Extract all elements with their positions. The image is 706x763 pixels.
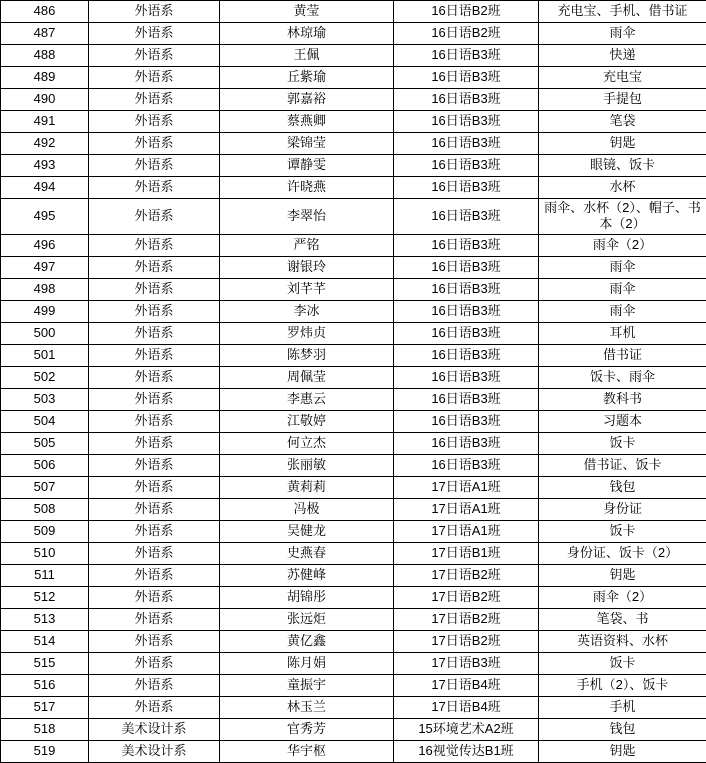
cell-items: 饭卡 <box>539 520 706 542</box>
cell-class: 17日语B3班 <box>394 652 539 674</box>
cell-id: 514 <box>1 630 89 652</box>
cell-id: 499 <box>1 300 89 322</box>
cell-items: 借书证 <box>539 344 706 366</box>
cell-id: 512 <box>1 586 89 608</box>
cell-department: 外语系 <box>89 388 220 410</box>
cell-id: 515 <box>1 652 89 674</box>
cell-id: 517 <box>1 696 89 718</box>
cell-name: 苏健峰 <box>220 564 394 586</box>
cell-id: 505 <box>1 432 89 454</box>
table-row <box>1 652 706 674</box>
cell-class: 16日语B3班 <box>394 366 539 388</box>
cell-class: 16日语B3班 <box>394 278 539 300</box>
table-row <box>1 23 706 45</box>
cell-class: 17日语B2班 <box>394 586 539 608</box>
cell-id: 493 <box>1 155 89 177</box>
cell-name: 王佩 <box>220 45 394 67</box>
cell-name: 许晓燕 <box>220 177 394 199</box>
cell-items: 钥匙 <box>539 564 706 586</box>
cell-items: 钥匙 <box>539 740 706 762</box>
table-row <box>1 155 706 177</box>
cell-department: 外语系 <box>89 542 220 564</box>
cell-name: 林琼瑜 <box>220 23 394 45</box>
cell-name: 华宇枢 <box>220 740 394 762</box>
cell-name: 周佩莹 <box>220 366 394 388</box>
cell-name: 谭静雯 <box>220 155 394 177</box>
cell-class: 16日语B3班 <box>394 300 539 322</box>
cell-class: 16日语B3班 <box>394 256 539 278</box>
cell-class: 15环境艺术A2班 <box>394 718 539 740</box>
cell-items: 身份证、饭卡（2） <box>539 542 706 564</box>
cell-department: 外语系 <box>89 696 220 718</box>
cell-department: 外语系 <box>89 322 220 344</box>
cell-department: 外语系 <box>89 89 220 111</box>
cell-class: 16日语B3班 <box>394 322 539 344</box>
cell-items: 雨伞（2） <box>539 234 706 256</box>
cell-name: 丘紫瑜 <box>220 67 394 89</box>
cell-items: 饭卡 <box>539 652 706 674</box>
table-row <box>1 718 706 740</box>
cell-items: 充电宝 <box>539 67 706 89</box>
table-row <box>1 520 706 542</box>
cell-class: 17日语B2班 <box>394 564 539 586</box>
cell-department: 外语系 <box>89 366 220 388</box>
cell-name: 林玉兰 <box>220 696 394 718</box>
cell-department: 外语系 <box>89 111 220 133</box>
cell-items: 雨伞 <box>539 278 706 300</box>
cell-class: 16日语B3班 <box>394 344 539 366</box>
table-row <box>1 177 706 199</box>
cell-class: 16日语B3班 <box>394 89 539 111</box>
table-row <box>1 1 706 23</box>
cell-id: 519 <box>1 740 89 762</box>
cell-items: 钱包 <box>539 718 706 740</box>
cell-id: 508 <box>1 498 89 520</box>
cell-items: 雨伞 <box>539 256 706 278</box>
table-row <box>1 45 706 67</box>
table-row <box>1 89 706 111</box>
table-row <box>1 498 706 520</box>
table-row <box>1 696 706 718</box>
table-row <box>1 111 706 133</box>
cell-id: 490 <box>1 89 89 111</box>
table-row <box>1 256 706 278</box>
table-row <box>1 410 706 432</box>
cell-name: 张丽敏 <box>220 454 394 476</box>
cell-name: 黄莹 <box>220 1 394 23</box>
cell-items: 雨伞（2） <box>539 586 706 608</box>
cell-department: 外语系 <box>89 630 220 652</box>
cell-department: 外语系 <box>89 199 220 235</box>
cell-name: 刘芊芊 <box>220 278 394 300</box>
cell-class: 16日语B3班 <box>394 199 539 235</box>
cell-id: 489 <box>1 67 89 89</box>
table-row <box>1 344 706 366</box>
cell-items: 水杯 <box>539 177 706 199</box>
cell-id: 492 <box>1 133 89 155</box>
cell-class: 16日语B3班 <box>394 234 539 256</box>
cell-name: 谢银玲 <box>220 256 394 278</box>
cell-id: 488 <box>1 45 89 67</box>
table-row <box>1 133 706 155</box>
cell-name: 何立杰 <box>220 432 394 454</box>
cell-items: 教科书 <box>539 388 706 410</box>
cell-class: 16日语B3班 <box>394 432 539 454</box>
cell-name: 李惠云 <box>220 388 394 410</box>
cell-id: 507 <box>1 476 89 498</box>
cell-id: 486 <box>1 1 89 23</box>
cell-class: 16日语B3班 <box>394 454 539 476</box>
table-row <box>1 564 706 586</box>
cell-items: 饭卡、雨伞 <box>539 366 706 388</box>
cell-department: 外语系 <box>89 454 220 476</box>
cell-class: 17日语B4班 <box>394 674 539 696</box>
cell-department: 外语系 <box>89 498 220 520</box>
cell-id: 516 <box>1 674 89 696</box>
cell-id: 496 <box>1 234 89 256</box>
cell-name: 罗炜贞 <box>220 322 394 344</box>
table-row <box>1 740 706 762</box>
cell-department: 外语系 <box>89 300 220 322</box>
cell-name: 蔡燕卿 <box>220 111 394 133</box>
cell-id: 497 <box>1 256 89 278</box>
cell-items: 饭卡 <box>539 432 706 454</box>
cell-id: 509 <box>1 520 89 542</box>
cell-name: 郭嘉裕 <box>220 89 394 111</box>
cell-items: 手机（2）、饭卡 <box>539 674 706 696</box>
cell-items: 身份证 <box>539 498 706 520</box>
cell-id: 503 <box>1 388 89 410</box>
cell-class: 17日语B4班 <box>394 696 539 718</box>
table-row <box>1 388 706 410</box>
cell-department: 外语系 <box>89 586 220 608</box>
cell-class: 17日语A1班 <box>394 520 539 542</box>
cell-items: 习题本 <box>539 410 706 432</box>
cell-id: 502 <box>1 366 89 388</box>
cell-department: 美术设计系 <box>89 718 220 740</box>
cell-class: 17日语A1班 <box>394 498 539 520</box>
cell-name: 梁锦莹 <box>220 133 394 155</box>
cell-id: 500 <box>1 322 89 344</box>
table-row <box>1 454 706 476</box>
table-row <box>1 608 706 630</box>
cell-class: 17日语B1班 <box>394 542 539 564</box>
cell-department: 外语系 <box>89 410 220 432</box>
cell-name: 江敬婷 <box>220 410 394 432</box>
cell-class: 17日语A1班 <box>394 476 539 498</box>
cell-items: 手提包 <box>539 89 706 111</box>
cell-class: 16日语B2班 <box>394 23 539 45</box>
cell-items: 钱包 <box>539 476 706 498</box>
cell-department: 外语系 <box>89 608 220 630</box>
cell-department: 外语系 <box>89 133 220 155</box>
cell-id: 487 <box>1 23 89 45</box>
cell-id: 511 <box>1 564 89 586</box>
cell-items: 笔袋 <box>539 111 706 133</box>
cell-department: 外语系 <box>89 520 220 542</box>
cell-id: 501 <box>1 344 89 366</box>
cell-department: 外语系 <box>89 234 220 256</box>
cell-name: 张远炬 <box>220 608 394 630</box>
cell-name: 史燕春 <box>220 542 394 564</box>
cell-department: 外语系 <box>89 344 220 366</box>
cell-department: 外语系 <box>89 674 220 696</box>
cell-department: 外语系 <box>89 45 220 67</box>
cell-items: 充电宝、手机、借书证 <box>539 1 706 23</box>
cell-items: 耳机 <box>539 322 706 344</box>
table-row <box>1 322 706 344</box>
cell-department: 外语系 <box>89 155 220 177</box>
cell-name: 黄莉莉 <box>220 476 394 498</box>
cell-items: 手机 <box>539 696 706 718</box>
table-row <box>1 542 706 564</box>
cell-items: 笔袋、书 <box>539 608 706 630</box>
cell-name: 吴健龙 <box>220 520 394 542</box>
cell-class: 16日语B3班 <box>394 111 539 133</box>
cell-name: 冯极 <box>220 498 394 520</box>
cell-id: 506 <box>1 454 89 476</box>
cell-department: 外语系 <box>89 564 220 586</box>
cell-name: 陈月娟 <box>220 652 394 674</box>
cell-department: 外语系 <box>89 432 220 454</box>
table-row <box>1 278 706 300</box>
cell-id: 510 <box>1 542 89 564</box>
cell-items: 雨伞、水杯（2）、帽子、书本（2） <box>539 199 706 235</box>
table-row <box>1 199 706 235</box>
cell-class: 16视觉传达B1班 <box>394 740 539 762</box>
cell-items: 钥匙 <box>539 133 706 155</box>
cell-class: 16日语B3班 <box>394 45 539 67</box>
cell-id: 504 <box>1 410 89 432</box>
cell-name: 陈梦羽 <box>220 344 394 366</box>
cell-items: 快递 <box>539 45 706 67</box>
table-row <box>1 630 706 652</box>
cell-class: 16日语B3班 <box>394 388 539 410</box>
cell-name: 李冰 <box>220 300 394 322</box>
cell-items: 借书证、饭卡 <box>539 454 706 476</box>
cell-department: 外语系 <box>89 652 220 674</box>
table-row <box>1 366 706 388</box>
table-row <box>1 674 706 696</box>
table-row <box>1 432 706 454</box>
cell-name: 官秀芳 <box>220 718 394 740</box>
cell-id: 494 <box>1 177 89 199</box>
cell-class: 16日语B3班 <box>394 155 539 177</box>
cell-class: 16日语B3班 <box>394 133 539 155</box>
cell-id: 495 <box>1 199 89 235</box>
cell-department: 美术设计系 <box>89 740 220 762</box>
table-body <box>1 1 706 763</box>
cell-department: 外语系 <box>89 177 220 199</box>
cell-department: 外语系 <box>89 256 220 278</box>
cell-department: 外语系 <box>89 476 220 498</box>
cell-name: 严铭 <box>220 234 394 256</box>
table-row <box>1 476 706 498</box>
cell-items: 雨伞 <box>539 23 706 45</box>
table-row <box>1 67 706 89</box>
cell-class: 16日语B3班 <box>394 177 539 199</box>
table-row <box>1 234 706 256</box>
cell-name: 胡锦彤 <box>220 586 394 608</box>
cell-class: 16日语B3班 <box>394 410 539 432</box>
cell-id: 491 <box>1 111 89 133</box>
table-row <box>1 586 706 608</box>
cell-department: 外语系 <box>89 67 220 89</box>
cell-class: 16日语B2班 <box>394 1 539 23</box>
cell-department: 外语系 <box>89 23 220 45</box>
cell-id: 513 <box>1 608 89 630</box>
cell-department: 外语系 <box>89 278 220 300</box>
cell-name: 李翠怡 <box>220 199 394 235</box>
cell-name: 黄亿鑫 <box>220 630 394 652</box>
cell-id: 498 <box>1 278 89 300</box>
cell-class: 17日语B2班 <box>394 630 539 652</box>
table-row <box>1 300 706 322</box>
cell-name: 童振宇 <box>220 674 394 696</box>
cell-items: 雨伞 <box>539 300 706 322</box>
cell-class: 16日语B3班 <box>394 67 539 89</box>
cell-items: 眼镜、饭卡 <box>539 155 706 177</box>
cell-id: 518 <box>1 718 89 740</box>
cell-class: 17日语B2班 <box>394 608 539 630</box>
cell-items: 英语资料、水杯 <box>539 630 706 652</box>
cell-department: 外语系 <box>89 1 220 23</box>
